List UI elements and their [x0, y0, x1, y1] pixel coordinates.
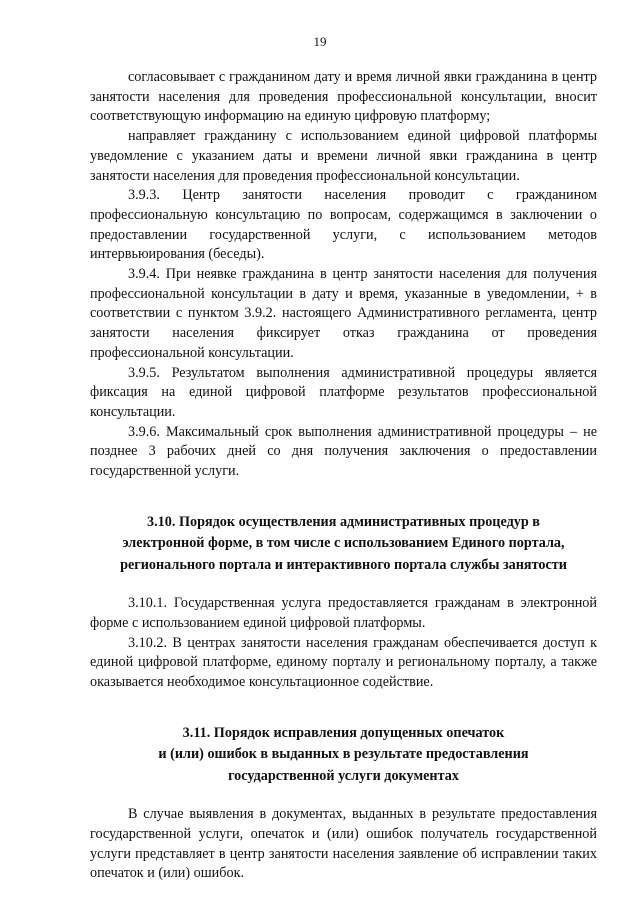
page-number: 19 — [313, 34, 327, 49]
paragraph-send-notification: направляет гражданину с использованием единой цифровой платформы уведомление с указанием даты и времени личной явки гражданина в центр занятости населения для проведения профессиональной консультации. — [90, 128, 597, 184]
paragraph-3-9-5: 3.9.5. Результатом выполнения административной процедуры является фиксация на единой цифровой платформе результатов профессиональной консультации. — [90, 364, 597, 420]
paragraph-3-9-3: 3.9.3. Центр занятости населения проводит с гражданином профессиональную консультацию по вопросам, содержащимся в заключении о предоставлении государственной услуги, с использованием методов интервьюирования (беседы). — [90, 187, 597, 263]
heading-line: регионального портала и интерактивного портала службы занятости — [120, 556, 567, 573]
heading-line: государственной услуги документах — [228, 767, 459, 784]
heading-line: электронной форме, в том числе с использованием Единого портала, — [122, 535, 565, 552]
heading-line: 3.10. Порядок осуществления административных процедур в — [147, 513, 540, 530]
paragraph-3-9-6: 3.9.6. Максимальный срок выполнения административной процедуры – не позднее 3 рабочих дней со дня получения заключения о предоставлении государственной услуги. — [90, 423, 597, 480]
document-body — [90, 68, 597, 884]
heading-line: 3.11. Порядок исправления допущенных опечаток — [182, 724, 505, 741]
heading-line: и (или) ошибок в выданных в результате предоставления — [158, 746, 529, 763]
paragraph-3-9-4: 3.9.4. При неявке гражданина в центр занятости населения для получения профессиональной консультации в дату и время, указанные в уведомлении, + в соответствии с пунктом 3.9.2. настоящего Административного регламента, центр занятости населения фиксирует отказ гражданина от проведения профессиональной консультации. — [90, 266, 597, 361]
paragraph-3-10-1: 3.10.1. Государственная услуга предоставляется гражданам в электронной форме с использованием единой цифровой платформы. — [90, 595, 597, 631]
paragraph-schedule-consultation: согласовывает с гражданином дату и время личной явки гражданина в центр занятости населения для проведения профессиональной консультации, вносит соответствующую информацию на единую цифровую платформу; — [90, 69, 597, 125]
paragraph-3-11-correction: В случае выявления в документах, выданных в результате предоставления государственной услуги, опечаток и (или) ошибок получатель государственной услуги представляет в центр занятости населения заявление об исправлении таких опечаток и (или) ошибок. — [90, 806, 597, 882]
section-heading-3-10 — [90, 512, 597, 577]
section-heading-3-11 — [90, 723, 597, 788]
paragraph-3-10-2: 3.10.2. В центрах занятости населения гражданам обеспечивается доступ к единой цифровой платформе, единому порталу и региональному порталу, а также оказывается необходимое консультационное содействие. — [90, 634, 597, 691]
